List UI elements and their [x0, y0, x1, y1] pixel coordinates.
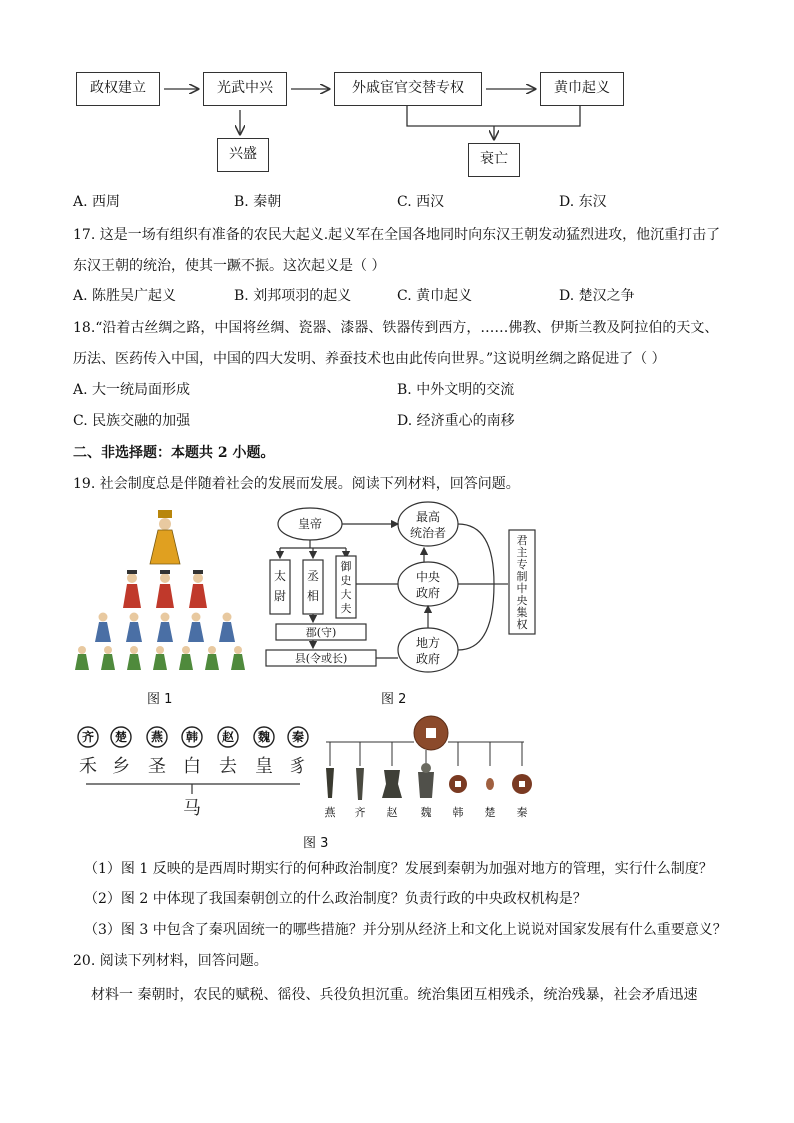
figure2-diagram [258, 500, 548, 680]
flow-box-revival: 光武中兴 [203, 72, 287, 106]
coin-label-han: 韩 [452, 806, 464, 819]
coin-label-qin: 秦 [516, 806, 528, 819]
fig2-supreme-1: 最高 [415, 510, 441, 524]
figure-king [150, 510, 180, 564]
coin-round-han [449, 775, 467, 793]
fig2-local-2: 政府 [415, 652, 441, 666]
flow-box-establish: 政权建立 [76, 72, 160, 106]
fig2-chengxiang-1: 丞 [306, 569, 320, 583]
fig2-side-5: 中 [516, 582, 528, 595]
coin-ant-chu [486, 778, 494, 790]
figure3-coins [318, 712, 543, 822]
q17-stem-line2: 东汉王朝的统治，使其一蹶不振。这次起义是（ ） [73, 258, 386, 274]
fig2-jun: 郡(守) [305, 626, 337, 639]
fig2-supreme-2: 统治者 [409, 526, 447, 540]
q18-stem-line2: 历法、医药传入中国，中国的四大发明、养蚕技术也由此传向世界。”这说明丝绸之路促进了（ ） [73, 351, 666, 367]
fig3-script-unified: 马 [183, 798, 201, 819]
flowchart-arrows [0, 0, 794, 200]
q17-stem-line1: 17. 这是一场有组织有准备的农民大起义.起义军在全国各地同时向东汉王朝发动猛烈进攻，他沉重打击了 [73, 227, 721, 243]
coin-label-qi: 齐 [354, 806, 366, 819]
flow-box-decline: 衰亡 [468, 143, 520, 177]
coin-label-zhao: 赵 [386, 806, 398, 819]
fig2-side-3: 专 [516, 558, 528, 571]
q18-stem-line1: 18.“沿着古丝绸之路，中国将丝绸、瓷器、漆器、铁器传到西方，……佛教、伊斯兰教及阿拉伯的天文、 [73, 320, 719, 336]
fig2-side-4: 制 [516, 570, 528, 583]
coin-spade-wei [418, 763, 434, 798]
coin-label-wei: 魏 [420, 806, 432, 819]
fig2-taiwei-1: 太 [273, 569, 287, 583]
fig2-local-1: 地方 [415, 636, 441, 650]
flow-box-prosper: 兴盛 [217, 138, 269, 172]
q18-option-d: D. 经济重心的南移 [397, 413, 515, 429]
q16-option-c: C. 西汉 [397, 194, 445, 210]
q16-option-d: D. 东汉 [559, 194, 607, 210]
q19-intro: 19. 社会制度总是伴随着社会的发展而发展。阅读下列材料，回答问题。 [73, 476, 520, 492]
fig3-state-yan: 燕 [150, 730, 164, 744]
figure1-pyramid [70, 508, 260, 673]
figure-row-nobles [123, 570, 207, 608]
q19-question-1: （1）图 1 反映的是西周时期实行的何种政治制度？发展到秦朝为加强对地方的管理，实行什么制度？ [84, 861, 713, 877]
fig3-state-han: 韩 [185, 730, 199, 744]
fig2-emperor: 皇帝 [297, 517, 323, 531]
fig2-yushi-3: 大 [340, 588, 352, 601]
fig2-taiwei-2: 尉 [273, 589, 287, 603]
fig2-side-6: 央 [516, 594, 528, 607]
fig3-script-yan: 圣 [148, 756, 166, 777]
q16-option-b: B. 秦朝 [234, 194, 282, 210]
fig3-script-wei: 皇 [255, 756, 273, 777]
coin-knife-yan [326, 768, 334, 798]
fig2-chengxiang-2: 相 [306, 589, 320, 603]
q17-option-c: C. 黄巾起义 [397, 288, 473, 304]
q17-option-b: B. 刘邦项羽的起义 [234, 288, 352, 304]
q18-option-a: A. 大一统局面形成 [73, 382, 191, 398]
fig3-state-qin: 秦 [291, 730, 305, 744]
section-heading: 二、非选择题：本题共 2 小题。 [73, 445, 275, 461]
fig2-xian: 县(令或长) [294, 652, 348, 665]
fig3-state-zhao: 赵 [221, 730, 235, 744]
coin-label-chu: 楚 [484, 806, 496, 819]
q20-intro: 20. 阅读下列材料，回答问题。 [73, 953, 268, 969]
figure2-caption: 图 2 [381, 692, 407, 707]
flow-box-eunuch: 外戚宦官交替专权 [334, 72, 482, 106]
fig2-yushi-1: 御 [340, 560, 352, 573]
fig2-side-7: 集 [516, 606, 528, 619]
fig2-side-1: 君 [516, 534, 528, 547]
q20-material1: 材料一 秦朝时，农民的赋税、徭役、兵役负担沉重。统治集团互相残杀，统治残暴，社会矛盾迅速 [91, 987, 698, 1003]
fig3-script-chu: 乡 [112, 756, 130, 777]
fig3-script-qi: 禾 [79, 756, 97, 777]
coin-banliang-qin [512, 774, 532, 794]
figure1-caption: 图 1 [147, 692, 173, 707]
figure3-caption: 图 3 [303, 836, 329, 851]
q18-option-b: B. 中外文明的交流 [397, 382, 515, 398]
coin-spade-zhao [382, 770, 402, 798]
fig2-central-2: 政府 [415, 586, 441, 600]
fig2-yushi-2: 史 [340, 574, 352, 587]
fig3-script-qin: 豸 [289, 756, 307, 777]
coin-label-yan: 燕 [324, 806, 336, 819]
q19-question-3: （3）图 3 中包含了秦巩固统一的哪些措施？并分别从经济上和文化上说说对国家发展有什么重要意义？ [84, 922, 727, 938]
fig3-state-qi: 齐 [81, 730, 95, 744]
coin-knife-qi [356, 768, 364, 800]
figure-row-officials [95, 613, 235, 643]
fig3-state-chu: 楚 [114, 730, 128, 744]
q16-option-a: A. 西周 [73, 194, 121, 210]
q17-option-d: D. 楚汉之争 [559, 288, 635, 304]
fig2-side-2: 主 [516, 546, 528, 559]
q18-option-c: C. 民族交融的加强 [73, 413, 191, 429]
fig3-script-han: 白 [183, 756, 201, 777]
fig2-yushi-4: 夫 [340, 602, 352, 615]
q19-question-2: （2）图 2 中体现了我国秦朝创立的什么政治制度？负责行政的中央政权机构是？ [84, 891, 587, 907]
figure3-scripts [72, 722, 322, 822]
q17-option-a: A. 陈胜吴广起义 [73, 288, 177, 304]
fig3-script-zhao: 去 [219, 756, 237, 777]
fig2-side-8: 权 [516, 618, 528, 631]
figure-row-commoners [75, 646, 245, 670]
fig2-central-1: 中央 [415, 570, 441, 584]
flow-box-yellow-turban: 黄巾起义 [540, 72, 624, 106]
fig3-state-wei: 魏 [257, 730, 271, 744]
